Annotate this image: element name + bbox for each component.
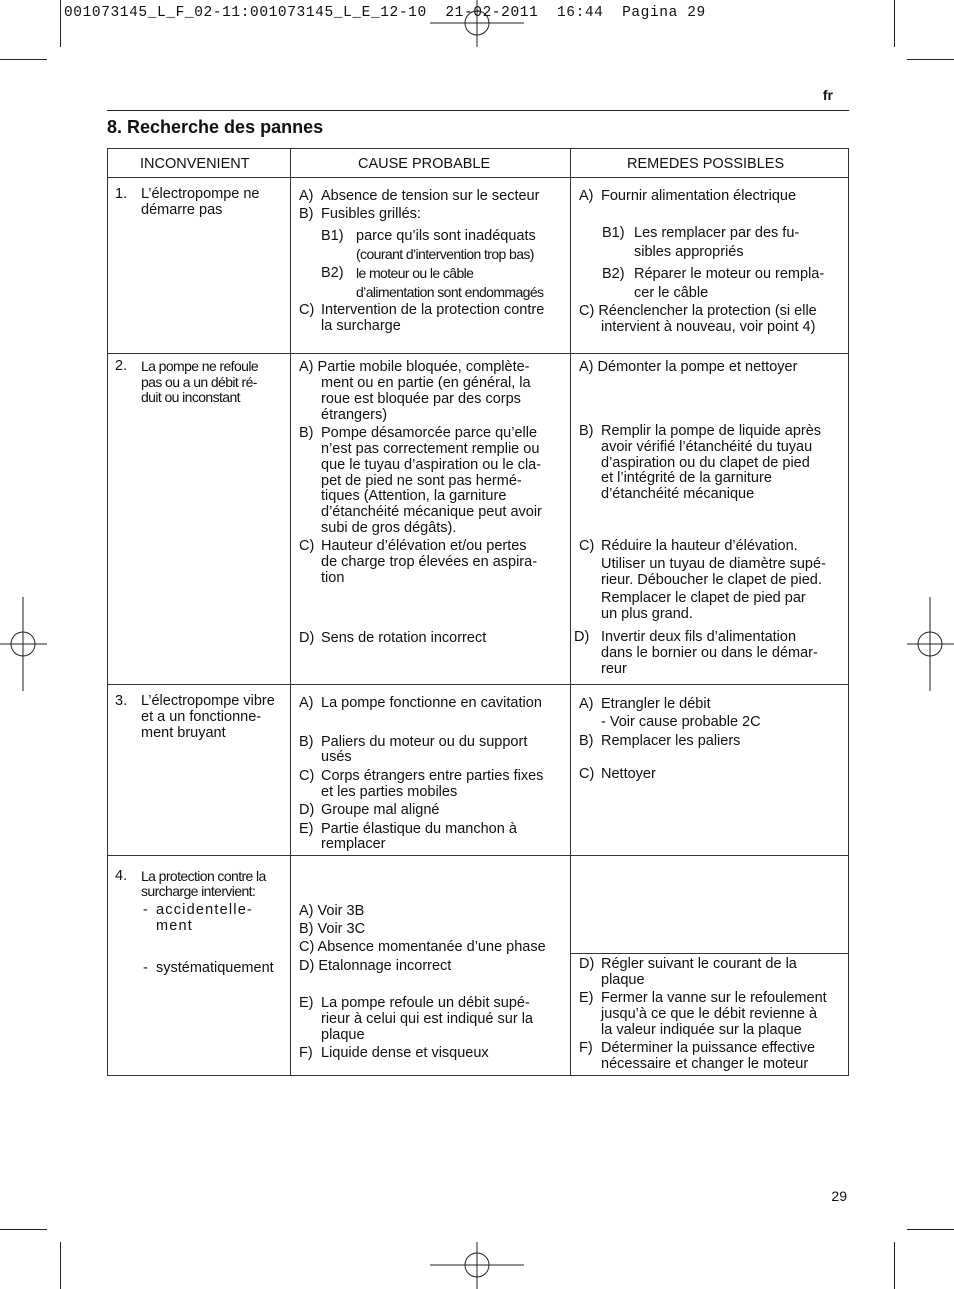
column-header: INCONVENIENT [140, 156, 250, 172]
remedy-text: nécessaire et changer le moteur [601, 1056, 809, 1072]
remedy-label: A) [579, 696, 594, 712]
cause-sublabel: B2) [321, 265, 344, 281]
cause-subtext: parce qu’ils sont inadéquats [356, 228, 536, 244]
remedy-text: dans le bornier ou dans le démar- [601, 645, 818, 661]
remedy-sublabel: B2) [602, 266, 625, 282]
remedy-text: reur [601, 661, 627, 677]
registration-mark-icon [430, 0, 524, 47]
cause-label: A) [299, 188, 314, 204]
remedy-text: avoir vérifié l’étanchéité du tuyau [601, 439, 813, 455]
remedy-text: C) Réenclencher la protection (si elle [579, 303, 817, 319]
crop-mark [0, 1229, 47, 1230]
cause-label: E) [299, 821, 314, 837]
problem-subitem-bullet: - [143, 902, 148, 918]
remedy-text: d’aspiration ou du clapet de pied [601, 455, 810, 471]
cause-label: B) [299, 206, 314, 222]
problem-text: ment bruyant [141, 725, 226, 741]
cause-text: D) Etalonnage incorrect [299, 958, 452, 974]
cause-label: C) [299, 302, 315, 318]
cause-label: B) [299, 734, 314, 750]
cause-text: d’étanchéité mécanique peut avoir [321, 504, 542, 520]
cause-text: usés [321, 749, 352, 765]
problem-text: duit ou inconstant [141, 389, 240, 405]
cause-text: Hauteur d’élévation et/ou pertes [321, 538, 527, 554]
problem-subitem: systématiquement [156, 960, 274, 976]
remedy-text: cer le câble [634, 285, 709, 301]
cause-text: La pompe fonctionne en cavitation [321, 695, 542, 711]
crop-mark [60, 1242, 61, 1289]
problem-text: pas ou a un débit ré- [141, 374, 257, 390]
cause-label: C) [299, 768, 315, 784]
cause-text: A) Partie mobile bloquée, complète- [299, 359, 530, 375]
registration-mark-icon [0, 597, 47, 691]
cause-text: La pompe refoule un débit supé- [321, 995, 530, 1011]
problem-text: et a un fonctionne- [141, 709, 262, 725]
problem-subitem: ment [156, 918, 194, 934]
cause-text: C) Absence momentanée d’une phase [299, 939, 546, 955]
cause-text: B) Voir 3C [299, 921, 366, 937]
cause-text: pet de pied ne sont pas hermé- [321, 473, 522, 489]
cause-subtext: (courant d’intervention trop bas) [356, 246, 534, 262]
cause-text: que le tuyau d’aspiration ou le cla- [321, 457, 542, 473]
column-header: CAUSE PROBABLE [358, 156, 491, 172]
remedy-text: et l’intégrité de la garniture [601, 470, 772, 486]
remedy-text: sibles appropriés [634, 244, 744, 260]
cause-text: A) Voir 3B [299, 903, 365, 919]
cause-sublabel: B1) [321, 228, 344, 244]
remedy-text: d’étanchéité mécanique [601, 486, 755, 502]
cause-subtext: d’alimentation sont endommagés [356, 284, 544, 300]
remedy-text: Utiliser un tuyau de diamètre supé- [601, 556, 826, 572]
row-number: 1. [115, 186, 128, 202]
cause-text: la surcharge [321, 318, 401, 334]
problem-text: L’électropompe ne [141, 186, 260, 202]
cause-label: C) [299, 538, 315, 554]
cause-text: n’est pas correctement remplie ou [321, 441, 540, 457]
cause-text: Paliers du moteur ou du support [321, 734, 528, 750]
remedy-text: jusqu’à ce que le débit revienne à [601, 1006, 818, 1022]
remedy-sublabel: B1) [602, 225, 625, 241]
remedy-text: A) Démonter la pompe et nettoyer [579, 359, 798, 375]
crop-mark [907, 59, 954, 60]
section-title: 8. Recherche des pannes [107, 117, 324, 137]
cause-text: et les parties mobiles [321, 784, 458, 800]
remedy-text: Etrangler le débit [601, 696, 711, 712]
cause-text: roue est bloquée par des corps [321, 391, 521, 407]
row-number: 2. [115, 358, 128, 374]
remedy-label: C) [579, 538, 595, 554]
remedy-label: D) [579, 956, 595, 972]
cause-label: F) [299, 1045, 313, 1061]
remedy-text: Fournir alimentation électrique [601, 188, 797, 204]
remedy-text: rieur. Déboucher le clapet de pied. [601, 572, 822, 588]
cause-text: Groupe mal aligné [321, 802, 440, 818]
remedy-text: intervient à nouveau, voir point 4) [601, 319, 816, 335]
remedy-text: Fermer la vanne sur le refoulement [601, 990, 827, 1006]
crop-mark [60, 0, 61, 47]
cause-text: Sens de rotation incorrect [321, 630, 487, 646]
cause-text: Liquide dense et visqueux [321, 1045, 489, 1061]
problem-text: La protection contre la [141, 868, 266, 884]
problem-text: surcharge intervient: [141, 883, 256, 899]
registration-mark-icon [907, 597, 954, 691]
remedy-text: Réparer le moteur ou rempla- [634, 266, 825, 282]
remedy-text: - Voir cause probable 2C [601, 714, 761, 730]
cause-text: Absence de tension sur le secteur [321, 188, 540, 204]
cause-text: de charge trop élevées en aspira- [321, 554, 538, 570]
row-number: 4. [115, 868, 128, 884]
remedy-label: F) [579, 1040, 593, 1056]
problem-text: La pompe ne refoule [141, 358, 259, 374]
remedy-text: plaque [601, 972, 645, 988]
problem-subitem-bullet: - [143, 960, 148, 976]
cause-text: étrangers) [321, 407, 388, 423]
cause-text: remplacer [321, 836, 386, 852]
column-header: REMEDES POSSIBLES [627, 156, 785, 172]
remedy-text: Nettoyer [601, 766, 656, 782]
cause-text: ment ou en partie (en général, la [321, 375, 531, 391]
cause-text: subi de gros dégâts). [321, 520, 457, 536]
remedy-text: Les remplacer par des fu- [634, 225, 800, 241]
remedy-text: Remplacer les paliers [601, 733, 741, 749]
registration-mark-icon [430, 1242, 524, 1289]
remedy-label: D) [574, 629, 590, 645]
remedy-text: Réduire la hauteur d’élévation. [601, 538, 798, 554]
remedy-text: la valeur indiquée sur la plaque [601, 1022, 802, 1038]
problem-text: démarre pas [141, 202, 223, 218]
page-number: 29 [831, 1188, 847, 1204]
remedy-label: C) [579, 766, 595, 782]
remedy-label: A) [579, 188, 594, 204]
cause-label: D) [299, 630, 315, 646]
cause-text: Corps étrangers entre parties fixes [321, 768, 544, 784]
language-tag: fr [822, 87, 833, 103]
remedy-label: B) [579, 423, 594, 439]
cause-label: D) [299, 802, 315, 818]
remedy-text: Remplir la pompe de liquide après [601, 423, 822, 439]
cause-text: Pompe désamorcée parce qu’elle [321, 425, 538, 441]
cause-text: Partie élastique du manchon à [321, 821, 517, 837]
remedy-text: Remplacer le clapet de pied par [601, 590, 806, 606]
remedy-text: Invertir deux fils d’alimentation [601, 629, 797, 645]
print-header: 001073145_L_F_02-11:001073145_L_E_12-10 21-02-2011 16:44 Pagina 29 [64, 5, 706, 21]
crop-mark [0, 59, 47, 60]
cause-label: B) [299, 425, 314, 441]
remedy-label: B) [579, 733, 594, 749]
cause-text: plaque [321, 1027, 365, 1043]
cause-text: rieur à celui qui est indiqué sur la [321, 1011, 533, 1027]
problem-text: L’électropompe vibre [141, 693, 275, 709]
cause-label: E) [299, 995, 314, 1011]
cause-subtext: le moteur ou le câble [356, 265, 474, 281]
remedy-text: Régler suivant le courant de la [601, 956, 797, 972]
crop-mark [907, 1229, 954, 1230]
crop-mark [894, 1242, 895, 1289]
header-rule [107, 110, 849, 111]
crop-mark [894, 0, 895, 47]
cause-label: A) [299, 695, 314, 711]
cause-text: tion [321, 570, 345, 586]
remedy-text: Déterminer la puissance effective [601, 1040, 816, 1056]
cause-text: Intervention de la protection contre [321, 302, 545, 318]
row-number: 3. [115, 693, 128, 709]
remedy-text: un plus grand. [601, 606, 693, 622]
problem-subitem: accidentelle- [156, 902, 254, 918]
cause-text: Fusibles grillés: [321, 206, 421, 222]
remedy-label: E) [579, 990, 594, 1006]
cause-text: tiques (Attention, la garniture [321, 488, 507, 504]
